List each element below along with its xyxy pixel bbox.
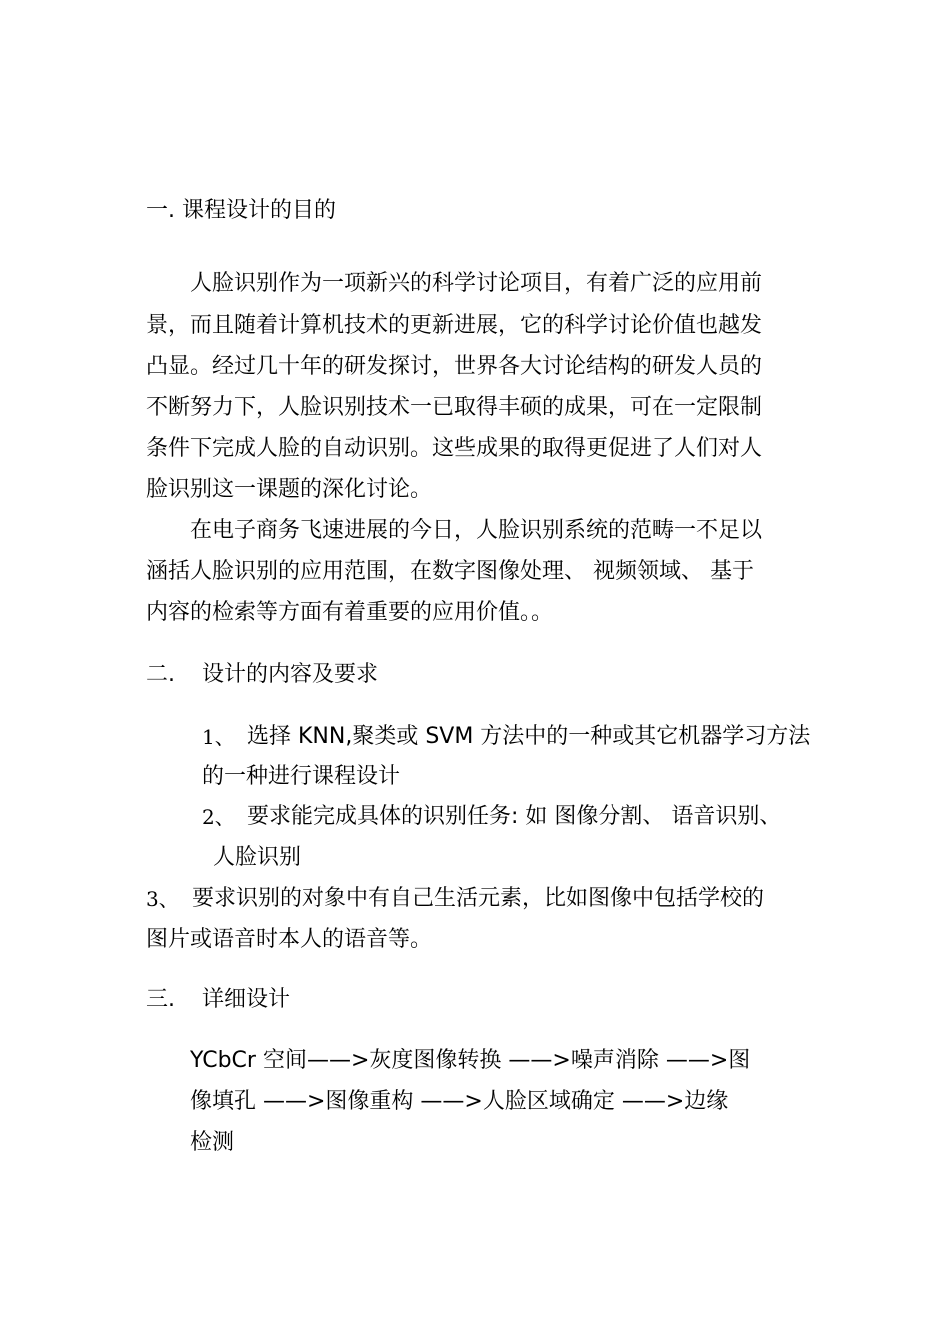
paragraph-1-line-6: 脸识别这一课题的深化讨论。 xyxy=(146,477,433,502)
section-2-heading-number: 二. xyxy=(146,662,175,687)
item-3-line-2: 图片或语音时本人的语音等。 xyxy=(146,927,433,952)
item-1-line-1: 选择 KNN,聚类或 SVM 方法中的一种或其它机器学习方法 xyxy=(247,724,811,749)
paragraph-2-line-3: 内容的检索等方面有着重要的应用价值。。 xyxy=(146,600,554,625)
flow-line-2: 像填孔 ——>图像重构 ——>人脸区域确定 ——>边缘 xyxy=(190,1089,729,1114)
paragraph-1-line-2: 景，而且随着计算机技术的更新进展，它的科学讨论价值也越发 xyxy=(146,313,763,338)
item-1-line-2: 的一种进行课程设计 xyxy=(202,764,401,789)
paragraph-1-line-5: 条件下完成人脸的自动识别。这些成果的取得更促进了人们对人 xyxy=(146,436,763,461)
item-1-number: 1、 xyxy=(202,725,235,749)
flow-line-1: YCbCr 空间——>灰度图像转换 ——>噪声消除 ——>图 xyxy=(190,1048,751,1073)
paragraph-1-line-3: 凸显。经过几十年的研发探讨，世界各大讨论结构的研发人员的 xyxy=(146,354,763,379)
paragraph-1-line-1: 人脸识别作为一项新兴的科学讨论项目，有着广泛的应用前 xyxy=(190,271,763,296)
section-3-heading-number: 三. xyxy=(146,987,175,1012)
item-2-line-1: 要求能完成具体的识别任务: 如 图像分割、 语音识别、 xyxy=(247,804,782,829)
paragraph-2-line-1: 在电子商务飞速进展的今日，人脸识别系统的范畴一不足以 xyxy=(190,518,763,543)
section-1-heading: 一. 课程设计的目的 xyxy=(146,198,336,223)
paragraph-2-line-2: 涵括人脸识别的应用范围，在数字图像处理、 视频领域、 基于 xyxy=(146,559,754,584)
paragraph-1-line-4: 不断努力下，人脸识别技术一已取得丰硕的成果，可在一定限制 xyxy=(146,395,763,420)
item-3-number: 3、 xyxy=(146,887,179,911)
item-2-number: 2、 xyxy=(202,805,235,829)
section-2-heading: 设计的内容及要求 xyxy=(202,662,379,687)
item-2-line-2: 人脸识别 xyxy=(213,845,302,870)
flow-line-3: 检测 xyxy=(190,1130,235,1155)
item-3-line-1: 要求识别的对象中有自己生活元素，比如图像中包括学校的 xyxy=(192,886,765,911)
section-3-heading: 详细设计 xyxy=(202,987,291,1012)
